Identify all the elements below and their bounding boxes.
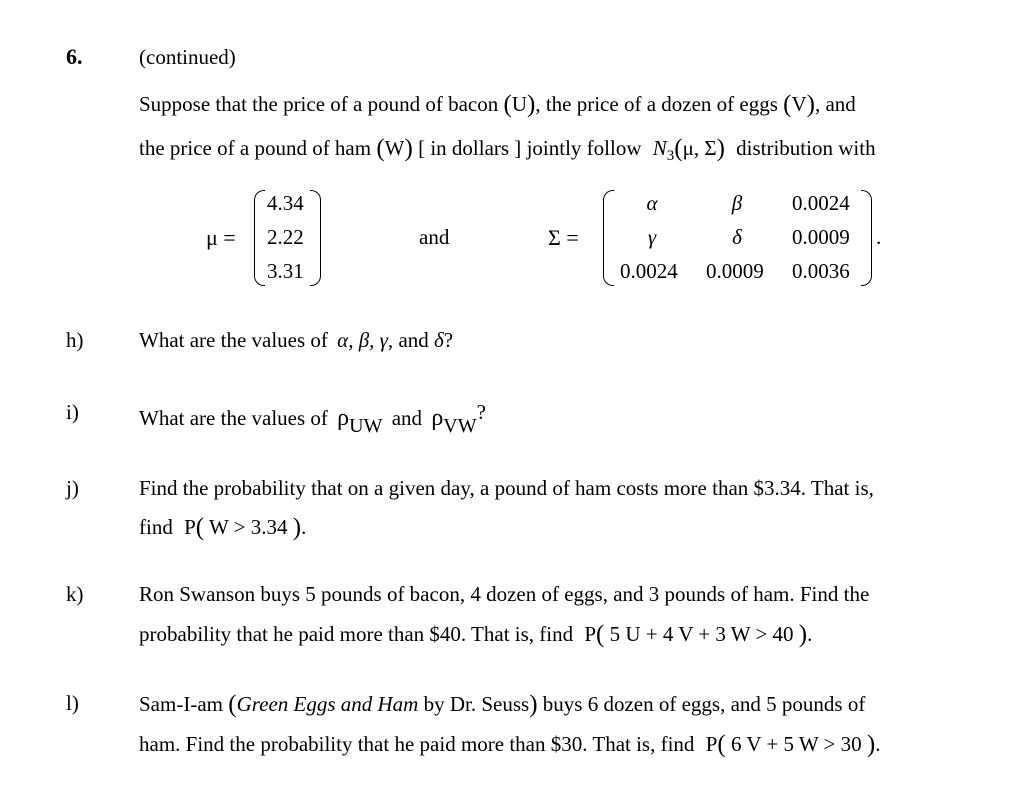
question-text: buys 6 dozen of eggs, and 5 pounds of (542, 692, 866, 716)
equals-sign: = (566, 225, 579, 250)
part-i-label: i) (66, 400, 79, 424)
sigma-symbol (548, 225, 579, 251)
var-v: V (791, 92, 807, 116)
intro-text: Suppose that the price of a pound of bacon (139, 92, 499, 116)
part-l-label: l) (66, 691, 79, 715)
and-label: and (419, 225, 450, 249)
part-l-line-1 (139, 691, 865, 719)
part-i-text (139, 400, 486, 438)
var-w: W (384, 136, 405, 160)
mu-value: 3.31 (267, 259, 304, 283)
paren: ( (717, 731, 726, 758)
var-u: U (511, 92, 527, 116)
dist-args: μ, Σ (682, 136, 717, 160)
sigma-cell: 0.0024 (792, 191, 850, 215)
formula-body: 6 V + 5 W > 30 (730, 732, 862, 756)
sigma-cell: 0.0009 (706, 259, 764, 283)
problem-number: 6. (66, 44, 83, 69)
rho-symbol: ρ (431, 405, 444, 431)
part-j-line-2 (139, 514, 306, 542)
name-text: Sam-I-am (139, 692, 223, 716)
mu-glyph: μ (206, 225, 218, 250)
continued-label: (continued) (139, 45, 236, 69)
question-text: What are the values of (139, 328, 328, 352)
sigma-cell: β (731, 191, 743, 215)
sigma-cell: α (646, 191, 658, 215)
intro-line-1 (139, 91, 856, 119)
intro-text: the price of a pound of ham (139, 136, 372, 160)
rho-subscript: VW (443, 415, 477, 437)
formula-p: P (584, 622, 597, 646)
question-text: What are the values of (139, 406, 328, 430)
paren: ) (292, 514, 302, 541)
dist-subscript: 3 (666, 148, 675, 164)
paren: ) (716, 135, 725, 162)
find-text: find (139, 515, 173, 539)
mu-left-bracket (254, 190, 265, 286)
question-mark: ? (443, 328, 454, 352)
paren: ( (195, 514, 205, 541)
paren: ( (503, 91, 512, 118)
greek-vars: α, β, γ, (337, 328, 394, 352)
question-text: ham. Find the probability that he paid more than $30. That is, find (139, 732, 695, 756)
mu-value: 2.22 (267, 225, 304, 249)
formula-end: . (875, 732, 881, 756)
part-k-line-2 (139, 621, 812, 649)
and-word: and (398, 328, 429, 352)
part-h-label: h) (66, 328, 84, 352)
rho-subscript: UW (349, 415, 383, 437)
formula-body: 5 U + 4 V + 3 W > 40 (609, 622, 794, 646)
rho-symbol: ρ (337, 405, 350, 431)
part-j-label: j) (66, 476, 79, 500)
sigma-cell: 0.0024 (620, 259, 678, 283)
paren: ) (529, 691, 538, 718)
sigma-cell: δ (732, 225, 742, 249)
sigma-right-bracket (861, 190, 872, 286)
question-text: probability that he paid more than $40. That is, find (139, 622, 574, 646)
dist-symbol: N (652, 136, 667, 160)
mu-symbol (206, 225, 236, 251)
sigma-cell: 0.0009 (792, 225, 850, 249)
intro-line-2 (139, 135, 876, 165)
question-mark: ? (476, 400, 486, 424)
part-k-line-1: Ron Swanson buys 5 pounds of bacon, 4 dozen of eggs, and 3 pounds of ham. Find the (139, 582, 870, 606)
intro-text: , and (814, 92, 856, 116)
sigma-left-bracket (603, 190, 614, 286)
part-l-line-2 (139, 731, 880, 759)
matrix-period: . (876, 225, 882, 249)
sigma-cell: 0.0036 (792, 259, 850, 283)
book-title: Green Eggs and Ham (236, 692, 419, 716)
and-word: and (391, 406, 423, 430)
formula-p: P (705, 732, 718, 756)
formula-end: . (301, 515, 307, 539)
paren: ( (596, 621, 605, 648)
paren: ) (798, 621, 808, 648)
formula-p: P (184, 515, 196, 539)
paren: ( (674, 135, 683, 162)
part-k-label: k) (66, 582, 84, 606)
sigma-cell: γ (647, 225, 657, 249)
formula-body: W > 3.34 (208, 515, 288, 539)
paren: ) (527, 91, 536, 118)
paren: ) (404, 135, 413, 162)
units-note: [ in dollars ] (418, 136, 522, 160)
equals-sign: = (223, 225, 236, 250)
intro-text: distribution with (736, 136, 876, 160)
sigma-glyph: Σ (548, 225, 561, 250)
paren: ( (376, 135, 385, 162)
paren: ) (806, 91, 815, 118)
intro-text: , the price of a dozen of eggs (535, 92, 778, 116)
formula-end: . (807, 622, 813, 646)
author-text: by Dr. Seuss (423, 692, 530, 716)
intro-text: jointly follow (526, 136, 642, 160)
part-j-line-1: Find the probability that on a given day, a pound of ham costs more than $3.34. That is, (139, 476, 874, 500)
paren: ) (866, 731, 876, 758)
mu-right-bracket (310, 190, 321, 286)
part-h-text (139, 328, 453, 353)
paren: ( (228, 691, 237, 718)
paren: ( (783, 91, 792, 118)
mu-value: 4.34 (267, 191, 304, 215)
greek-var: δ (434, 328, 444, 352)
